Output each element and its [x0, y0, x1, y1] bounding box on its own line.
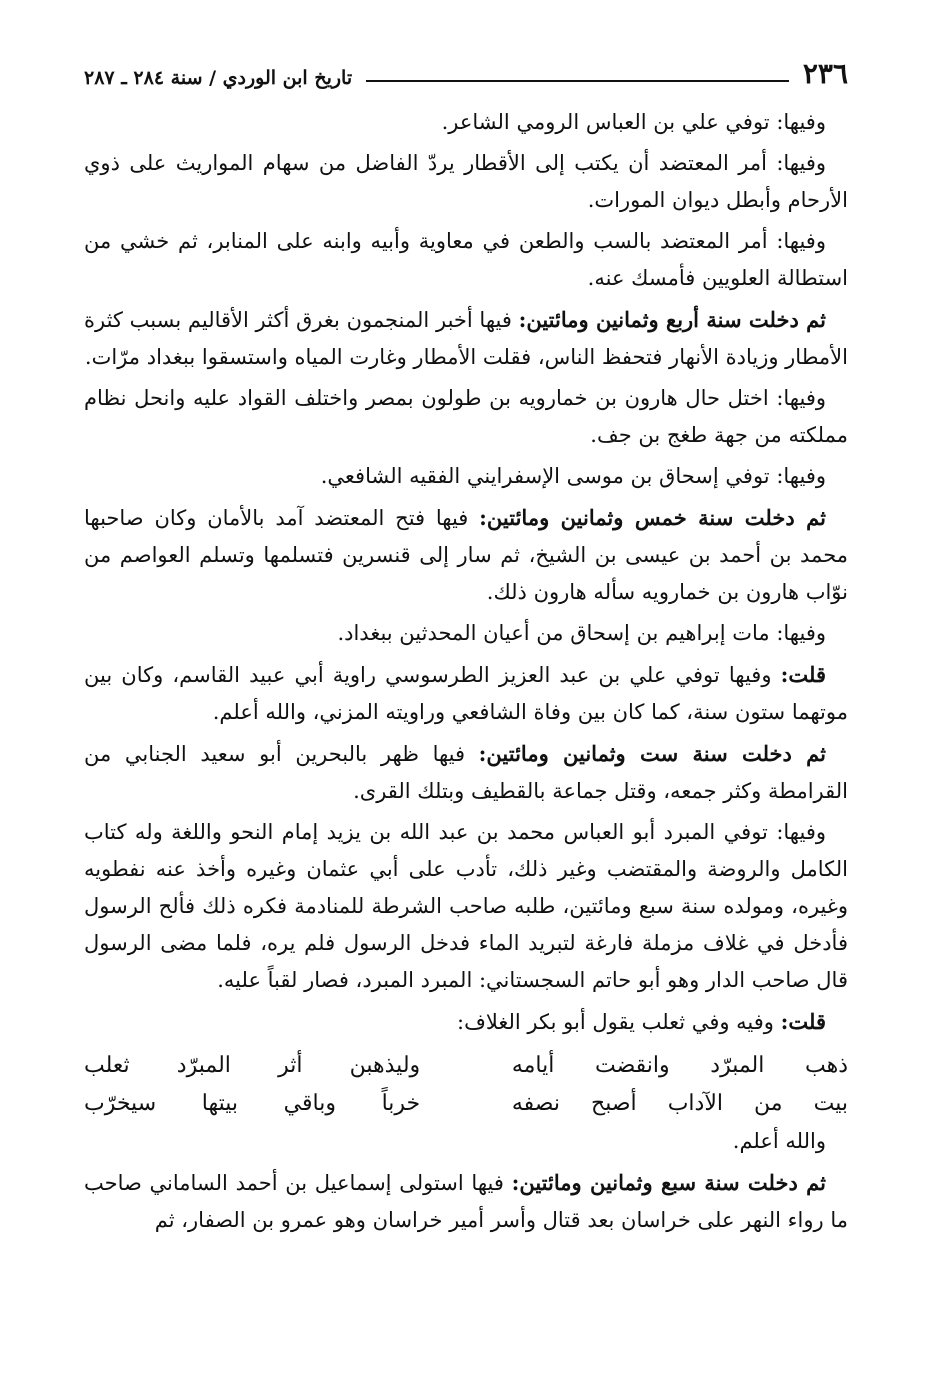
hemistich-second: خرباً وباقي بيتها سيخرّب	[84, 1091, 421, 1116]
year-heading: ثم دخلت سنة ست وثمانين ومائتين:	[478, 741, 826, 766]
paragraph-text: فيها فتح المعتضد آمد بالأمان وكان صاحبها محمد بن أحمد بن عيسى بن الشيخ، ثم سار إلى قنسرين فتسلمها وتسلم العواصم من نوّاب هارون بن خمارويه سأله هارون ذلك.	[84, 506, 848, 604]
paragraph	[84, 1123, 848, 1160]
paragraph-list	[84, 104, 848, 1041]
page-body	[84, 104, 848, 1239]
paragraph	[84, 735, 848, 810]
paragraph	[84, 301, 848, 376]
poem-verse	[84, 1047, 848, 1085]
year-heading: قلت:	[780, 662, 826, 687]
paragraph-text: وفيها: توفي علي بن العباس الرومي الشاعر.	[441, 110, 826, 134]
paragraph-text: فيها أخبر المنجمون بغرق أكثر الأقاليم بسبب كثرة الأمطار وزيادة الأنهار فتحفظ الناس، فقلت الأمطار وغارت المياه واستسقوا ببغداد مرّات.	[84, 308, 848, 369]
paragraph-text: والله أعلم.	[732, 1129, 826, 1153]
page-header	[84, 48, 848, 88]
paragraph	[84, 104, 848, 141]
hemistich-first: بيت من الآداب أصبح نصفه	[511, 1091, 848, 1116]
year-heading: ثم دخلت سنة خمس وثمانين ومائتين:	[479, 505, 826, 530]
paragraph-text: وفيها: مات إبراهيم بن إسحاق من أعيان المحدثين ببغداد.	[337, 621, 826, 645]
year-heading: قلت:	[780, 1009, 826, 1034]
paragraph-text: فيها ظهر بالبحرين أبو سعيد الجنابي من القرامطة وكثر جمعه، وقتل جماعة بالقطيف وبتلك القرى.	[84, 742, 848, 803]
paragraph	[84, 1164, 848, 1239]
page-number: ٢٣٦	[802, 57, 848, 90]
paragraph-text: وفيها: أمر المعتضد بالسب والطعن في معاوية وأبيه وابنه على المنابر، ثم خشي من استطالة العلويين فأمسك عنه.	[84, 229, 848, 290]
paragraph-text: وفيها: اختل حال هارون بن خمارويه بن طولون بمصر واختلف القواد عليه وانحل نظام مملكته من جهة طغج بن جف.	[84, 386, 848, 447]
poem	[84, 1047, 848, 1123]
year-heading: ثم دخلت سنة أربع وثمانين ومائتين:	[518, 307, 826, 332]
poem-verse	[84, 1085, 848, 1123]
hemistich-first: ذهب المبرّد وانقضت أيامه	[511, 1053, 848, 1078]
paragraph	[84, 615, 848, 652]
paragraph-text: وفيها: توفي المبرد أبو العباس محمد بن عبد الله بن يزيد إمام النحو واللغة وله كتاب الكامل والروضة والمقتضب وغير ذلك، تأدب على أبي عثمان وغيره وأخذ عنه نفطويه وغيره، ومولده سنة سبع ومائتين، طلبه صاحب الشرطة للمنادمة فكره ذلك فألح الرسول فأدخل في غلاف مزملة فارغة لتبريد الماء فدخل الرسول فلم يره، فلما مضى الرسول قال صاحب الدار وهو أبو حاتم السجستاني: المبرد المبرد، فصار لقباً عليه.	[84, 820, 848, 992]
hemistich-second: وليذهبن أثر المبرّد ثعلب	[84, 1053, 421, 1078]
year-heading: ثم دخلت سنة سبع وثمانين ومائتين:	[511, 1170, 826, 1195]
paragraph-text: وفيه وفي ثعلب يقول أبو بكر الغلاف:	[457, 1010, 781, 1034]
paragraph	[84, 145, 848, 219]
paragraph	[84, 458, 848, 495]
paragraph	[84, 380, 848, 454]
paragraph	[84, 814, 848, 999]
paragraph	[84, 656, 848, 731]
paragraph-text: وفيها: أمر المعتضد أن يكتب إلى الأقطار يردّ الفاضل من سهام المواريث على ذوي الأرحام وأبطل ديوان المورات.	[84, 151, 848, 212]
paragraph	[84, 223, 848, 297]
paragraph-text: وفيها توفي علي بن عبد العزيز الطرسوسي راوية أبي عبيد القاسم، وكان بين موتهما ستون سنة، كما كان بين وفاة الشافعي وراويته المزني، والله أعلم.	[84, 663, 848, 724]
header-rule	[366, 80, 789, 82]
paragraph	[84, 499, 848, 611]
running-title: تاريخ ابن الوردي / سنة ٢٨٤ ـ ٢٨٧	[84, 67, 353, 89]
paragraph-list-continued	[84, 1123, 848, 1239]
paragraph-text: وفيها: توفي إسحاق بن موسى الإسفرايني الفقيه الشافعي.	[320, 464, 826, 488]
paragraph	[84, 1003, 848, 1041]
paragraph-text: فيها استولى إسماعيل بن أحمد الساماني صاحب ما رواء النهر على خراسان بعد قتال وأسر أمير خراسان وهو عمرو بن الصفار، ثم	[84, 1171, 848, 1232]
